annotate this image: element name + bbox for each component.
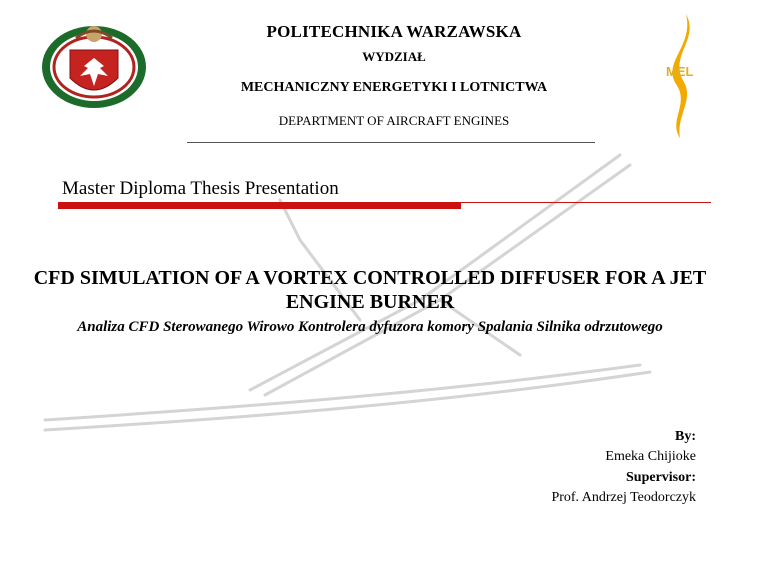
header-divider — [187, 142, 595, 143]
author-name: Emeka Chijioke — [605, 449, 696, 464]
supervisor-name: Prof. Andrzej Teodorczyk — [551, 490, 696, 505]
subtitle-red-bar — [58, 202, 461, 209]
university-crest-logo — [40, 20, 148, 110]
faculty-label: WYDZIAŁ — [362, 49, 426, 64]
subtitle-red-line — [461, 202, 711, 203]
presentation-subtitle: Master Diploma Thesis Presentation — [62, 178, 339, 199]
mel-logo-text: MEL — [666, 64, 694, 79]
by-label: By: — [675, 429, 696, 444]
thesis-title: CFD SIMULATION OF A VORTEX CONTROLLED DIFFUSER FOR A JET ENGINE BURNER — [33, 267, 707, 313]
mel-flame-logo — [660, 12, 704, 140]
department-name: DEPARTMENT OF AIRCRAFT ENGINES — [278, 113, 510, 128]
university-name: POLITECHNIKA WARZAWSKA — [266, 22, 522, 41]
supervisor-label: Supervisor: — [626, 470, 696, 485]
thesis-title-polish: Analiza CFD Sterowanego Wirowo Kontrolera dyfuzora komory Spalania Silnika odrzutowego — [77, 319, 663, 335]
faculty-name: MECHANICZNY ENERGETYKI I LOTNICTWA — [240, 80, 548, 95]
